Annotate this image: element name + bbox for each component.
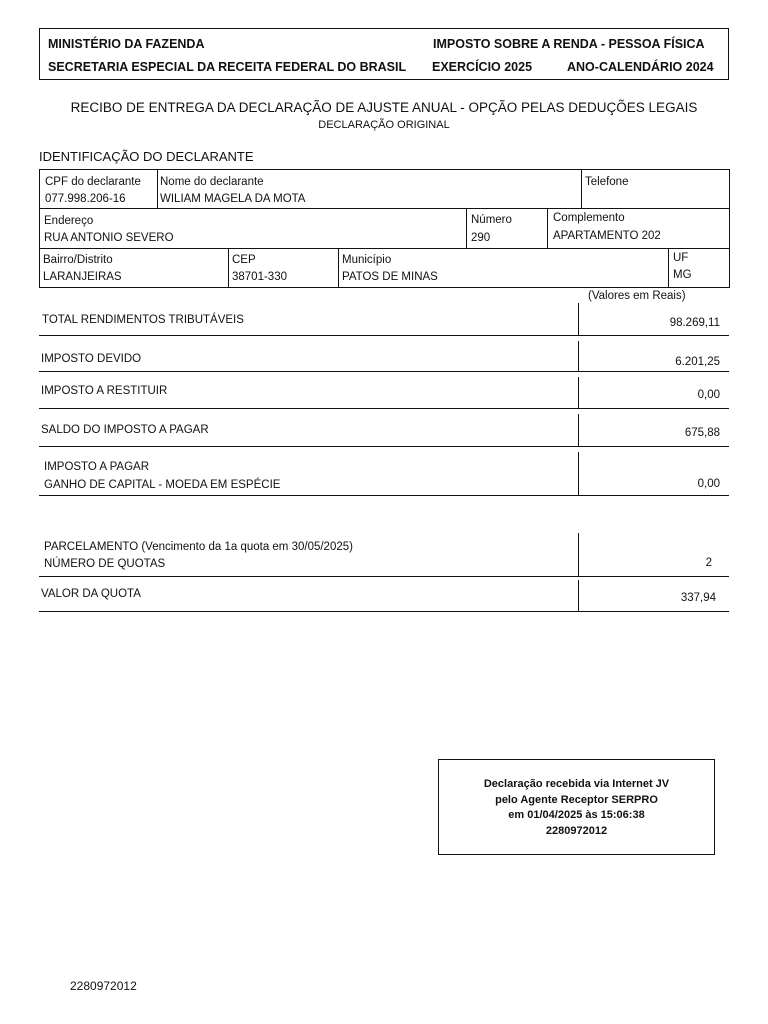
secretariat-name: SECRETARIA ESPECIAL DA RECEITA FEDERAL DO BRASIL — [48, 60, 407, 74]
calendar-year: ANO-CALENDÁRIO 2024 — [567, 60, 714, 74]
capital-gain-value: 0,00 — [697, 478, 720, 490]
district-value: LARANJEIRAS — [43, 271, 122, 283]
receipt-line-4: 2280972012 — [545, 824, 608, 837]
tax-to-pay-label: IMPOSTO A PAGAR — [44, 461, 150, 473]
cpf-label: CPF do declarante — [45, 176, 141, 188]
section-title: IDENTIFICAÇÃO DO DECLARANTE — [39, 149, 254, 164]
document-subtitle: DECLARAÇÃO ORIGINAL — [318, 119, 450, 131]
refund-value: 0,00 — [697, 389, 720, 401]
uf-value: MG — [673, 269, 692, 281]
tax-name: IMPOSTO SOBRE A RENDA - PESSOA FÍSICA — [433, 37, 705, 51]
tax-due-label: IMPOSTO DEVIDO — [41, 353, 142, 365]
cep-value: 38701-330 — [232, 271, 287, 283]
footer-number: 2280972012 — [70, 979, 137, 993]
name-label: Nome do declarante — [160, 176, 264, 188]
document-title: RECIBO DE ENTREGA DA DECLARAÇÃO DE AJUSTE ANUAL - OPÇÃO PELAS DEDUÇÕES LEGAIS — [70, 100, 698, 115]
city-value: PATOS DE MINAS — [342, 271, 438, 283]
quota-value-label: VALOR DA QUOTA — [41, 588, 141, 600]
installment-label: PARCELAMENTO (Vencimento da 1a quota em 30/05/2025) — [44, 541, 353, 553]
receipt-line-2: pelo Agente Receptor SERPRO — [495, 793, 658, 806]
complement-label: Complemento — [553, 212, 625, 224]
number-label: Número — [471, 214, 512, 226]
exercise-year: EXERCÍCIO 2025 — [432, 60, 533, 74]
quota-count-label: NÚMERO DE QUOTAS — [44, 558, 166, 570]
balance-label: SALDO DO IMPOSTO A PAGAR — [41, 424, 209, 436]
cep-label: CEP — [232, 254, 256, 266]
name-value: WILIAM MAGELA DA MOTA — [160, 193, 306, 205]
quota-value-value: 337,94 — [680, 592, 716, 604]
receipt-box — [438, 759, 715, 855]
district-label: Bairro/Distrito — [43, 254, 113, 266]
tax-due-value: 6.201,25 — [675, 356, 720, 368]
ministry-name: MINISTÉRIO DA FAZENDA — [48, 37, 205, 51]
identification-table — [39, 169, 730, 288]
quota-count-value: 2 — [705, 557, 712, 569]
uf-label: UF — [673, 252, 689, 264]
total-income-value: 98.269,11 — [669, 317, 720, 329]
receipt-line-1: Declaração recebida via Internet JV — [483, 778, 670, 790]
values-note: (Valores em Reais) — [588, 290, 686, 302]
number-value: 290 — [471, 232, 491, 244]
complement-value: APARTAMENTO 202 — [553, 230, 661, 242]
address-label: Endereço — [44, 215, 94, 227]
total-income-label: TOTAL RENDIMENTOS TRIBUTÁVEIS — [42, 314, 244, 326]
refund-label: IMPOSTO A RESTITUIR — [41, 385, 168, 397]
balance-value: 675,88 — [684, 427, 720, 439]
receipt-line-3: em 01/04/2025 às 15:06:38 — [508, 809, 645, 821]
cpf-value: 077.998.206-16 — [45, 193, 126, 205]
header-box — [39, 28, 729, 80]
address-value: RUA ANTONIO SEVERO — [44, 232, 174, 244]
capital-gain-label: GANHO DE CAPITAL - MOEDA EM ESPÉCIE — [44, 479, 281, 491]
city-label: Município — [342, 254, 392, 266]
phone-label: Telefone — [585, 176, 629, 188]
